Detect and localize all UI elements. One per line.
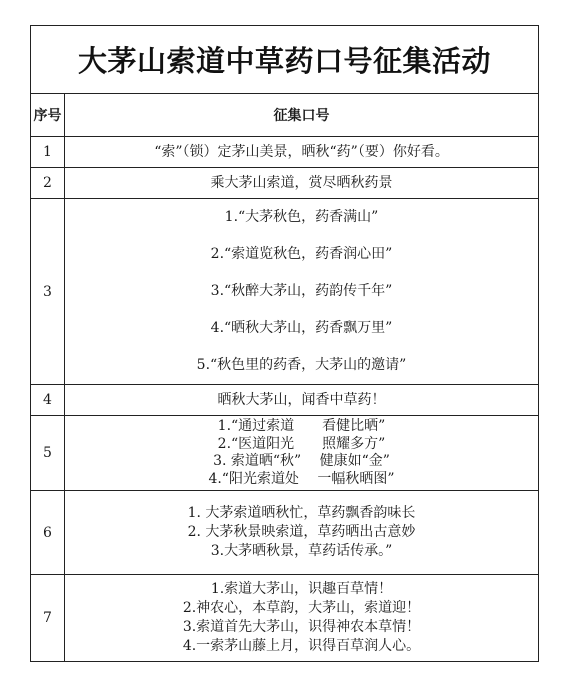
row-number: 3 [31, 199, 65, 385]
row-number: 6 [31, 491, 65, 575]
slogan-cell [65, 491, 539, 575]
slogan-cell [65, 137, 539, 168]
slogan-line: 4.“晒秋大茅山，药香飘万里” [210, 320, 393, 336]
table-row [31, 491, 539, 575]
slogan-line: 2.“医道阳光 照耀多方” [217, 435, 386, 452]
slogan-line: 3.索道首先大茅山，识得神农本草情！ [182, 619, 421, 635]
slogan-line: 1.“通过索道 看健比晒” [217, 418, 386, 434]
row-number: 5 [31, 416, 65, 491]
row-number: 7 [31, 575, 65, 662]
slogan-line: 1.索道大茅山，识趣百草情！ [210, 581, 393, 597]
slogan-line: 3.“秋醉大茅山，药韵传千年” [210, 283, 393, 299]
slogan-line: 4.“阳光索道处 一幅秋晒图” [208, 470, 395, 487]
column-header-slogan: 征集口号 [65, 94, 539, 137]
slogan-line: 3.大茅晒秋景，草药话传承。” [210, 543, 393, 559]
table-row [31, 575, 539, 662]
slogan-line: 3. 索道晒“秋” 健康如“金” [213, 453, 390, 469]
header-row [31, 94, 539, 137]
slogan-cell [65, 199, 539, 385]
slogan-line: “索”（锁）定茅山美景，晒秋“药”（要）你好看。 [154, 144, 449, 160]
slogan-line: 2. 大茅秋景映索道，草药晒出古意妙 [187, 524, 416, 540]
slogan-cell [65, 385, 539, 416]
row-number: 4 [31, 385, 65, 416]
slogan-line: 2.“索道览秋色，药香润心田” [210, 246, 393, 262]
slogan-cell [65, 575, 539, 662]
row-number: 1 [31, 137, 65, 168]
slogan-line: 1. 大茅索道晒秋忙，草药飘香韵味长 [187, 505, 416, 521]
table-row [31, 199, 539, 385]
table-row [31, 137, 539, 168]
slogan-line: 乘大茅山索道，赏尽晒秋药景 [210, 175, 393, 191]
slogan-line: 5.“秋色里的药香，大茅山的邀请” [196, 357, 407, 373]
table-row [31, 385, 539, 416]
slogan-cell [65, 168, 539, 199]
slogan-line: 2.神农心，本草韵，大茅山，索道迎！ [182, 600, 421, 616]
slogan-line: 4.一索茅山藤上月，识得百草润人心。 [182, 638, 421, 654]
slogan-cell [65, 416, 539, 491]
table-row [31, 168, 539, 199]
row-number: 2 [31, 168, 65, 199]
title-row [31, 26, 539, 94]
column-header-no: 序号 [31, 94, 65, 137]
slogan-table [30, 25, 539, 662]
table-row [31, 416, 539, 491]
slogan-line: 1.“大茅秋色，药香满山” [224, 209, 379, 225]
slogan-line: 晒秋大茅山，闻香中草药！ [217, 392, 386, 408]
page-title: 大茅山索道中草药口号征集活动 [31, 26, 539, 94]
